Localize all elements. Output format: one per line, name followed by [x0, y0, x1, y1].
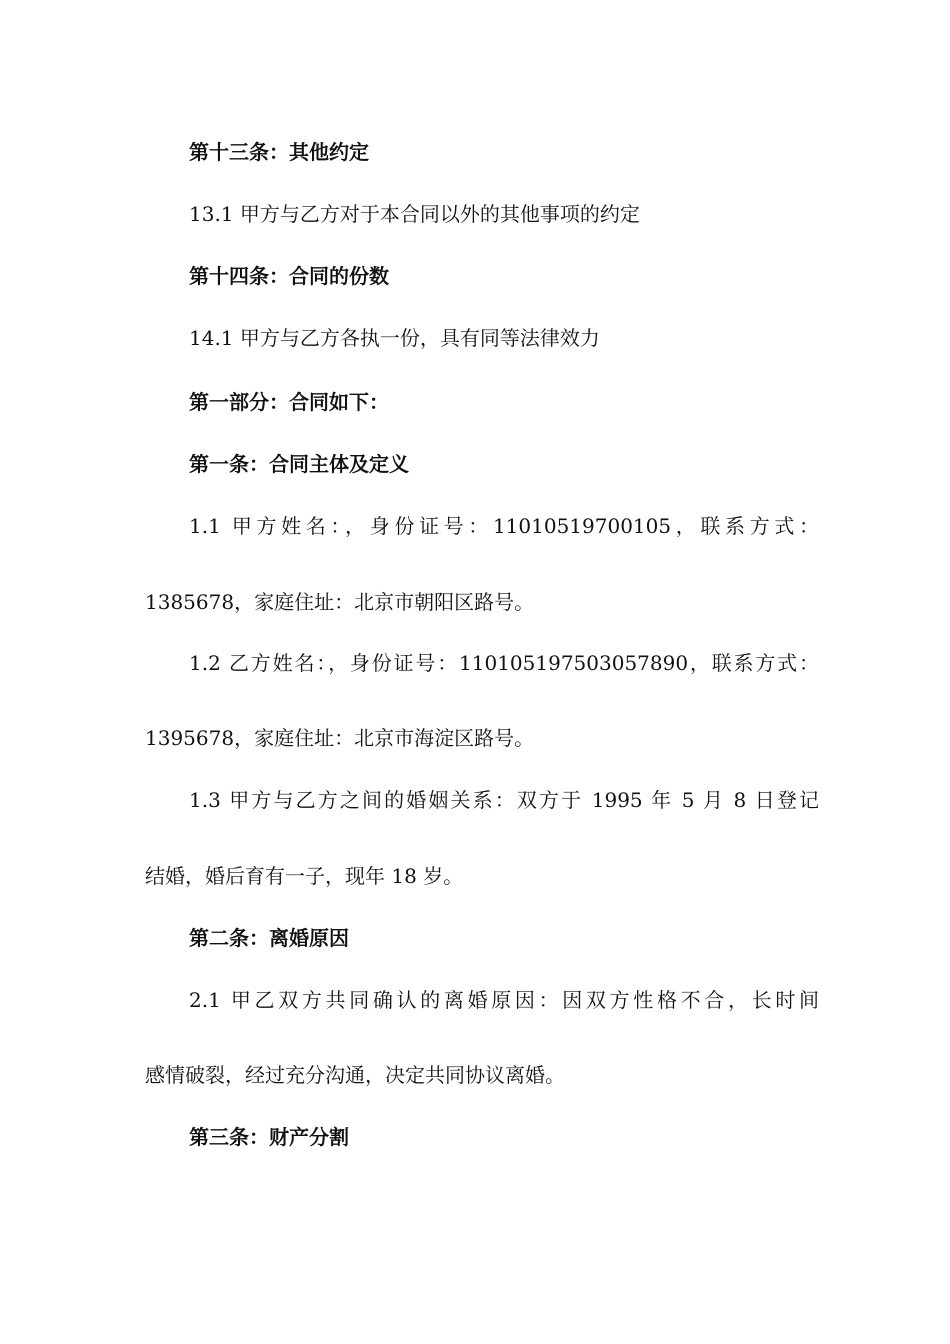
part-1-heading: 第一部分：合同如下：	[189, 390, 389, 414]
clause-1-3-line-2: 结婚，婚后育有一子，现年 18 岁。	[145, 864, 464, 888]
clause-2-1-line-2: 感情破裂，经过充分沟通，决定共同协议离婚。	[145, 1063, 565, 1087]
article-1-heading: 第一条：合同主体及定义	[189, 452, 409, 476]
clause-13-1: 13.1 甲方与乙方对于本合同以外的其他事项的约定	[189, 202, 640, 226]
clause-14-1: 14.1 甲方与乙方各执一份，具有同等法律效力	[189, 326, 600, 350]
article-3-heading: 第三条：财产分割	[189, 1125, 349, 1149]
clause-1-1-line-2: 1385678，家庭住址：北京市朝阳区路号。	[145, 590, 535, 614]
clause-1-3-line-1: 1.3 甲方与乙方之间的婚姻关系：双方于 1995 年 5 月 8 日登记	[189, 788, 819, 812]
clause-1-2-line-2: 1395678，家庭住址：北京市海淀区路号。	[145, 726, 535, 750]
clause-1-1-line-1: 1.1 甲方姓名：，身份证号：11010519700105，联系方式：	[189, 514, 819, 538]
article-13-heading: 第十三条：其他约定	[189, 140, 369, 164]
clause-1-2-line-1: 1.2 乙方姓名：，身份证号：110105197503057890，联系方式：	[189, 651, 819, 675]
clause-2-1-line-1: 2.1 甲乙双方共同确认的离婚原因：因双方性格不合，长时间	[189, 988, 819, 1012]
article-14-heading: 第十四条：合同的份数	[189, 264, 389, 288]
article-2-heading: 第二条：离婚原因	[189, 926, 349, 950]
